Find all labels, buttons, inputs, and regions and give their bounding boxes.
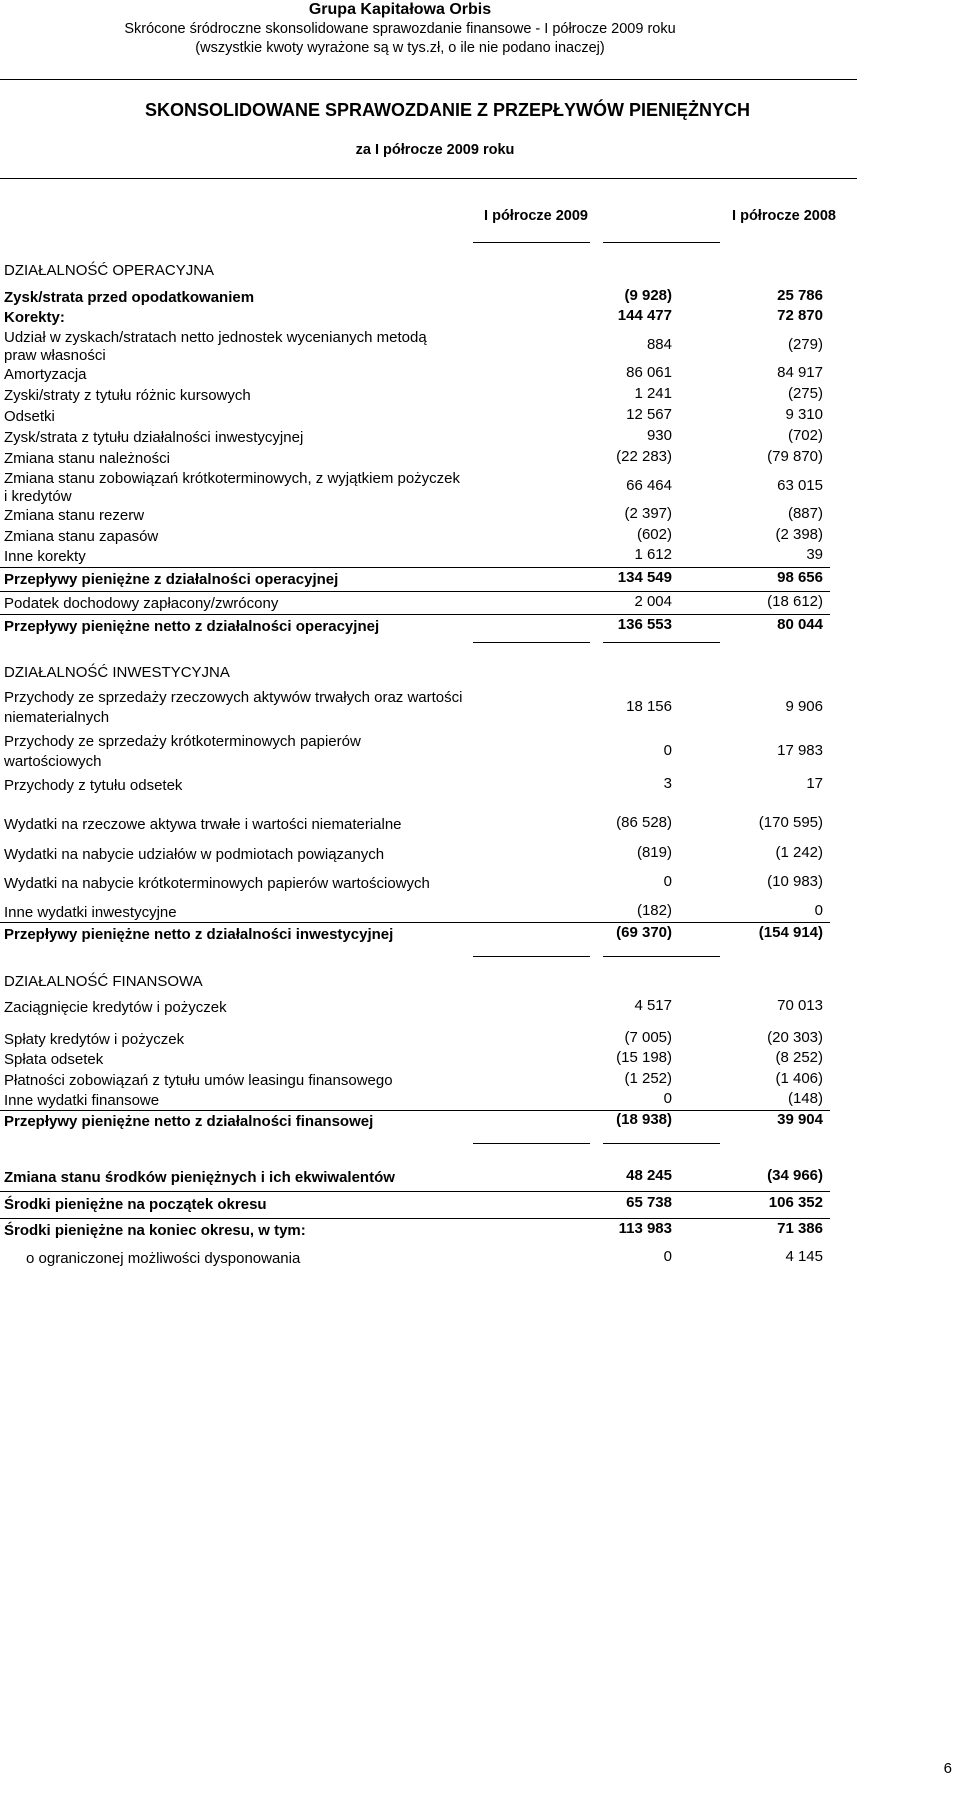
table-row: [0, 327, 830, 367]
value-2009: (22 283): [616, 448, 672, 465]
row-label: Podatek dochodowy zapłacony/zwrócony: [4, 595, 279, 612]
row-label-continued: niematerialnych: [4, 709, 110, 726]
table-row: [0, 1090, 830, 1112]
table-row: [0, 1049, 830, 1071]
row-label: Zysk/strata przed opodatkowaniem: [4, 289, 255, 306]
page-number: 6: [943, 1760, 952, 1777]
table-row: [0, 687, 830, 729]
row-label: Zmiana stanu należności: [4, 450, 170, 467]
title-rule: [0, 178, 857, 179]
value-2008: 4 145: [785, 1248, 823, 1265]
table-row: [0, 775, 830, 797]
table-row: [0, 385, 830, 407]
value-2008: 0: [814, 902, 823, 919]
value-2009: (86 528): [616, 814, 672, 831]
value-2009: 0: [663, 873, 672, 890]
table-row: [0, 526, 830, 548]
row-label-continued: praw własności: [4, 347, 106, 364]
value-2008: 17 983: [777, 742, 823, 759]
table-row: [0, 1111, 830, 1133]
value-2008: (2 398): [775, 526, 823, 543]
table-row: [0, 546, 830, 568]
total-underline-2008: [603, 642, 720, 643]
row-label: Przepływy pieniężne netto z działalności finansowej: [4, 1113, 374, 1130]
value-2008: 106 352: [768, 1194, 823, 1211]
table-row: [0, 427, 830, 449]
value-2009: 930: [646, 427, 672, 444]
value-2009: (7 005): [624, 1029, 672, 1046]
row-divider: [0, 922, 830, 923]
row-label: Płatności zobowiązań z tytułu umów leasingu finansowego: [4, 1072, 393, 1089]
value-2009: 144 477: [617, 307, 672, 324]
value-2008: 70 013: [777, 997, 823, 1014]
value-2009: (819): [636, 844, 672, 861]
table-row: [0, 814, 830, 836]
row-label: Środki pieniężne na koniec okresu, w tym:: [4, 1222, 306, 1239]
header-rule: [0, 79, 857, 80]
value-2008: 17: [806, 775, 823, 792]
value-2009: 48 245: [626, 1167, 672, 1184]
value-2008: (10 983): [767, 873, 823, 890]
value-2009: (2 397): [624, 505, 672, 522]
row-label: Zmiana stanu środków pieniężnych i ich ekwiwalentów: [4, 1169, 395, 1186]
section-heading-operating: DZIAŁALNOŚĆ OPERACYJNA: [4, 262, 215, 279]
report-title: Skrócone śródroczne skonsolidowane sprawozdanie finansowe - I półrocze 2009 roku: [124, 21, 676, 37]
row-label: Przepływy pieniężne z działalności operacyjnej: [4, 571, 339, 588]
value-2008: 84 917: [777, 364, 823, 381]
column-header-2008: I półrocze 2008: [732, 208, 836, 224]
value-2009: 884: [646, 336, 672, 353]
value-2008: (79 870): [767, 448, 823, 465]
row-label: Udział w zyskach/stratach netto jednostek wycenianych metodą: [4, 329, 427, 346]
row-label: Korekty:: [4, 309, 65, 326]
section-heading-financing: DZIAŁALNOŚĆ FINANSOWA: [4, 973, 203, 990]
table-row: [0, 1248, 830, 1270]
row-label: Wydatki na nabycie krótkoterminowych papierów wartościowych: [4, 875, 430, 892]
value-2008: 72 870: [777, 307, 823, 324]
table-row: [0, 902, 830, 924]
row-label: Przychody ze sprzedaży rzeczowych aktywów trwałych oraz wartości: [4, 689, 463, 706]
table-row: [0, 924, 830, 946]
table-row: [0, 1220, 830, 1242]
value-2008: (1 242): [775, 844, 823, 861]
row-divider: [0, 567, 830, 568]
value-2008: 9 906: [785, 698, 823, 715]
total-underline-2009: [473, 1143, 590, 1144]
table-row: [0, 873, 830, 895]
value-2009: 86 061: [626, 364, 672, 381]
table-row: [0, 364, 830, 386]
value-2008: 63 015: [777, 477, 823, 494]
row-label: Spłaty kredytów i pożyczek: [4, 1031, 185, 1048]
column-header-2009: I półrocze 2009: [484, 208, 588, 224]
row-label: Amortyzacja: [4, 366, 87, 383]
total-underline-2009: [473, 642, 590, 643]
table-row: [0, 1194, 830, 1216]
value-2009: 3: [663, 775, 672, 792]
value-2008: (279): [787, 336, 823, 353]
table-row: [0, 505, 830, 527]
value-2008: (34 966): [767, 1167, 823, 1184]
value-2009: 1 612: [634, 546, 672, 563]
value-2009: 4 517: [634, 997, 672, 1014]
table-row: [0, 448, 830, 470]
row-label: Zysk/strata z tytułu działalności inwestycyjnej: [4, 429, 304, 446]
value-2009: (602): [636, 526, 672, 543]
table-row: [0, 1167, 830, 1189]
section-heading-investing: DZIAŁALNOŚĆ INWESTYCYJNA: [4, 664, 230, 681]
value-2008: 25 786: [777, 287, 823, 304]
row-divider: [0, 591, 830, 592]
row-label: Inne wydatki finansowe: [4, 1092, 160, 1109]
total-underline-2008: [603, 956, 720, 957]
row-label: o ograniczonej możliwości dysponowania: [26, 1250, 301, 1267]
table-row: [0, 406, 830, 428]
row-label: Wydatki na nabycie udziałów w podmiotach powiązanych: [4, 846, 385, 863]
value-2009: 0: [663, 1248, 672, 1265]
column-underline-2009: [473, 242, 590, 243]
total-underline-2008: [603, 1143, 720, 1144]
row-divider: [0, 614, 830, 615]
value-2008: 71 386: [777, 1220, 823, 1237]
value-2008: 39 904: [777, 1111, 823, 1128]
value-2009: 66 464: [626, 477, 672, 494]
currency-note: (wszystkie kwoty wyrażone są w tys.zł, o ile nie podano inaczej): [195, 40, 605, 56]
row-label: Wydatki na rzeczowe aktywa trwałe i wartości niematerialne: [4, 816, 402, 833]
value-2009: 2 004: [634, 593, 672, 610]
value-2009: 65 738: [626, 1194, 672, 1211]
row-label-continued: wartościowych: [4, 753, 102, 770]
value-2009: 136 553: [617, 616, 672, 633]
value-2009: 1 241: [634, 385, 672, 402]
value-2009: 0: [663, 1090, 672, 1107]
table-row: [0, 307, 830, 329]
row-label: Inne wydatki inwestycyjne: [4, 904, 177, 921]
value-2009: 134 549: [617, 569, 672, 586]
value-2008: (170 595): [758, 814, 823, 831]
value-2009: 12 567: [626, 406, 672, 423]
statement-period: za I półrocze 2009 roku: [355, 142, 515, 158]
table-row: [0, 287, 830, 309]
row-label: Odsetki: [4, 408, 55, 425]
row-label: Zyski/straty z tytułu różnic kursowych: [4, 387, 251, 404]
table-row: [0, 569, 830, 591]
row-label: Przychody ze sprzedaży krótkoterminowych papierów: [4, 733, 361, 750]
value-2008: 98 656: [777, 569, 823, 586]
value-2008: (8 252): [775, 1049, 823, 1066]
value-2009: (18 938): [616, 1111, 672, 1128]
value-2008: 39: [806, 546, 823, 563]
value-2009: 113 983: [618, 1220, 672, 1237]
table-row: [0, 997, 830, 1019]
row-label-continued: i kredytów: [4, 488, 72, 505]
company-name: Grupa Kapitałowa Orbis: [308, 1, 492, 18]
value-2008: (887): [787, 505, 823, 522]
row-label: Zmiana stanu rezerw: [4, 507, 145, 524]
value-2008: 80 044: [777, 616, 823, 633]
table-row: [0, 468, 830, 508]
table-row: [0, 1070, 830, 1092]
table-row: [0, 844, 830, 866]
value-2008: (1 406): [775, 1070, 823, 1087]
table-row: [0, 616, 830, 638]
table-row: [0, 731, 830, 773]
value-2008: (18 612): [767, 593, 823, 610]
value-2009: (15 198): [616, 1049, 672, 1066]
value-2008: (20 303): [767, 1029, 823, 1046]
table-row: [0, 1029, 830, 1051]
statement-title: SKONSOLIDOWANE SPRAWOZDANIE Z PRZEPŁYWÓW PIENIĘŻNYCH: [144, 100, 751, 120]
value-2008: (148): [787, 1090, 823, 1107]
value-2009: 18 156: [626, 698, 672, 715]
row-label: Przychody z tytułu odsetek: [4, 777, 183, 794]
value-2009: (182): [636, 902, 672, 919]
value-2008: (702): [787, 427, 823, 444]
row-label: Przepływy pieniężne netto z działalności inwestycyjnej: [4, 926, 394, 943]
row-label: Przepływy pieniężne netto z działalności operacyjnej: [4, 618, 380, 635]
row-label: Środki pieniężne na początek okresu: [4, 1196, 267, 1213]
value-2008: 9 310: [785, 406, 823, 423]
row-divider: [0, 1218, 830, 1219]
row-label: Zmiana stanu zobowiązań krótkoterminowych, z wyjątkiem pożyczek: [4, 470, 461, 487]
value-2009: (1 252): [624, 1070, 672, 1087]
row-label: Zaciągnięcie kredytów i pożyczek: [4, 999, 227, 1016]
row-divider: [0, 1191, 830, 1192]
row-label: Spłata odsetek: [4, 1051, 104, 1068]
column-underline-2008: [603, 242, 720, 243]
value-2008: (275): [787, 385, 823, 402]
row-label: Zmiana stanu zapasów: [4, 528, 159, 545]
table-row: [0, 593, 830, 615]
value-2009: (69 370): [616, 924, 672, 941]
value-2008: (154 914): [758, 924, 823, 941]
value-2009: (9 928): [624, 287, 672, 304]
total-underline-2009: [473, 956, 590, 957]
row-label: Inne korekty: [4, 548, 86, 565]
value-2009: 0: [663, 742, 672, 759]
